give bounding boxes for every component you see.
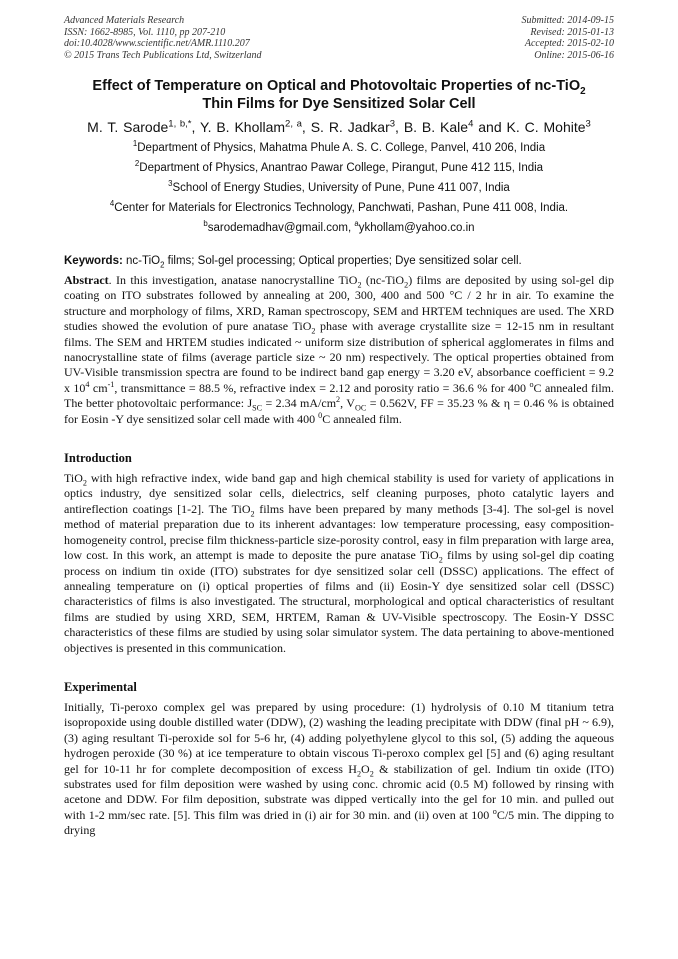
affiliation (64, 158, 614, 178)
subscript: OC (354, 403, 367, 413)
keywords-text: nc-TiO (122, 255, 161, 267)
subscript: 2 (311, 326, 316, 336)
journal-copyright: © 2015 Trans Tech Publications Ltd, Switzerland (64, 49, 262, 61)
journal-doi: doi:10.4028/www.scientific.net/AMR.1110.207 (64, 38, 250, 49)
affiliation-sup: 4 (109, 199, 115, 209)
author-separator: , (191, 119, 201, 135)
body-text: Initially, Ti-peroxo complex gel was prepared by using procedure: (1) hydrolysis of 0.10 M titanium tetra isopropoxide using double distilled water (DDW), (2) washing the leading precipitate with DDW (final pH ~ 6.9), (3) aging resultant Ti-peroxide sol for 5-6 hr, (4) adding polyethylene glycol to this sol, (5) adding the aqueous hydrogen peroxide (30 %) at ice temperature to obtain viscous Ti-peroxo complex gel [5] and (6) aging resultant gel for 10-11 hr for complete decomposition of excess H (64, 699, 614, 776)
affiliation-text: Department of Physics, Mahatma Phule A. S. C. College, Panvel, 410 206, India (137, 142, 546, 154)
keywords (64, 255, 614, 270)
superscript: -1 (107, 379, 115, 389)
author-separator: , (301, 119, 311, 135)
title-subscript: 2 (580, 85, 586, 97)
date-accepted: Accepted: 2015-02-10 (524, 38, 614, 49)
journal-issn: ISSN: 1662-8985, Vol. 1110, pp 207-210 (64, 26, 226, 38)
superscript: 0 (318, 410, 323, 420)
body-text: with high refractive index, wide band gap and high chemical stability is used for variety of applications in optics industry, dye sensitized solar cells, dielectrics, self cleaning purposes, photo catalytic layers and antireflection coatings [1-2]. The TiO (64, 471, 614, 516)
affiliation (64, 178, 614, 198)
section-heading-experimental: Experimental (64, 679, 137, 694)
email-link[interactable]: sarodemadhav@gmail.com (207, 222, 348, 234)
author-name: S. R. Jadkar (310, 119, 390, 135)
date-online: Online: 2015-06-16 (534, 49, 614, 61)
author-affil-sup: 3 (389, 118, 396, 130)
abstract-text: , transmittance = 88.5 %, refractive index = 2.12 and porosity ratio = 36.6 % for 400 (114, 380, 530, 395)
body-text: films by using sol-gel dip coating process on indium tin oxide (ITO) substrates for dye sensitized solar cell (DSSC) applications. The effect of annealing temperature on (i) optical properties of films and (ii) Eosin-Y dye sensitized solar cell (DSSC) characteristics of films is also investigated. The structural, morphological and optical characteristics of resultant films are studied by using XRD, SEM, HRTEM, Raman & UV-Visible spectroscopy. The Eosin-Y DSSC characteristics of these films are studied by using solar simulator system. The data pertaining to above-mentioned objectives is presented in this communication. (64, 548, 614, 655)
affiliation-text: Center for Materials for Electronics Technology, Panchwati, Pashan, Pune 411 008, India. (114, 202, 569, 214)
body-text: O (361, 761, 370, 776)
abstract-text: ) films are deposited by using sol-gel dip coating on ITO substrates followed by annealing at 200, 300, 400 and 500 °C / 2 hr in air. To examine the structure and morphology of films, XRD, Raman spectroscopy, SEM and HRTEM techniques are used. The XRD studies showed the evolution of pure anatase TiO (64, 273, 614, 334)
subscript: 2 (357, 280, 362, 290)
email-link[interactable]: ykhollam@yahoo.co.in (358, 222, 475, 234)
date-submitted: Submitted: 2014-09-15 (521, 15, 614, 26)
body-text: & stabilization of gel. Indium tin oxide (ITO) substrates used for film deposition were washed by using conc. chromic acid (0.5 M) followed by rinsing with acetone and DDW. For film deposition, substrate was dipped vertically into the gel for 10 min. and pulled out with 1-2 mm/sec rate. [5]. This film was dried in (i) air for 30 min. and (ii) oven at 100 (64, 761, 615, 822)
affiliation (64, 198, 614, 218)
journal-header (64, 15, 614, 61)
author-separator: and (473, 119, 507, 135)
author-affil-sup: 2, a (285, 118, 302, 130)
subscript: 2 (250, 509, 255, 519)
abstract-label: Abstract (64, 273, 109, 287)
title-line-1: Effect of Temperature on Optical and Photovoltaic Properties of nc-TiO (92, 78, 581, 94)
paper-title (64, 77, 614, 113)
author-separator: , (395, 119, 404, 135)
email-separator: , (347, 222, 355, 234)
author-name: K. C. Mohite (506, 119, 586, 135)
abstract-text: cm (89, 380, 108, 395)
subscript: 2 (404, 280, 409, 290)
introduction-paragraph (64, 471, 614, 656)
author-name: B. B. Kale (403, 119, 469, 135)
body-text: C/5 min. The dipping to drying (64, 807, 615, 838)
abstract-text: , V (340, 396, 355, 411)
date-revised: Revised: 2015-01-13 (530, 26, 614, 38)
abstract-text: C annealed film. (322, 411, 402, 426)
affiliation-text: School of Energy Studies, University of Pune, Pune 411 007, India (172, 182, 510, 194)
superscript: o (492, 806, 497, 816)
abstract-text: . In this investigation, anatase nanocrystalline TiO (108, 273, 358, 287)
abstract (64, 273, 614, 427)
author-list (64, 119, 614, 135)
author-affil-sup: 1, b,* (168, 118, 192, 130)
journal-name: Advanced Materials Research (64, 15, 185, 26)
subscript: 2 (369, 768, 374, 778)
section-heading-introduction: Introduction (64, 451, 132, 466)
subscript: 2 (356, 768, 362, 778)
superscript: 2 (336, 395, 341, 405)
author-name: M. T. Sarode (87, 119, 169, 135)
subscript: SC (252, 403, 263, 413)
abstract-text: = 0.562V, FF = 35.23 % & η = 0.46 % is obtained for Eosin -Y dye sensitized solar cell made with 400 (64, 396, 615, 426)
body-text: TiO (64, 471, 83, 486)
author-affil-sup: 4 (468, 118, 474, 130)
email-sup: b (203, 219, 208, 229)
superscript: o (529, 379, 534, 389)
keywords-subscript: 2 (160, 260, 165, 270)
submission-dates (522, 15, 615, 61)
journal-info (64, 15, 262, 61)
keywords-text: films; Sol-gel processing; Optical properties; Dye sensitized solar cell. (164, 255, 522, 267)
abstract-text: (nc-TiO (361, 273, 405, 287)
email-line (64, 218, 614, 238)
affiliation (64, 138, 614, 158)
subscript: 2 (438, 555, 443, 565)
author-name: Y. B. Khollam (200, 119, 286, 135)
author-affil-sup: 3 (585, 118, 591, 130)
subscript: 2 (82, 478, 87, 488)
experimental-paragraph (64, 700, 614, 839)
abstract-text: phase with average crystallite size = 12-15 nm in resultant films. The SEM and HRTEM studies indicated ~ uniform size distribution of spherical agglomerates in films and nanocrystalline state of films (average particle size ~ 20 nm) respectively. The optical properties obtained from UV-Visible transmission spectra are found to be indirect band gap energy = 3.20 eV, absorbance coefficient = 9.2 x 10 (64, 319, 614, 395)
affiliation-list (64, 138, 614, 238)
affiliation-sup: 3 (168, 179, 173, 189)
email-sup: a (354, 219, 359, 229)
affiliation-sup: 2 (134, 159, 140, 169)
abstract-text: = 2.34 mA/cm (262, 396, 337, 411)
superscript: 4 (85, 379, 90, 389)
affiliation-text: Department of Physics, Anantrao Pawar College, Pirangut, Pune 412 115, India (139, 162, 544, 174)
affiliation-sup: 1 (132, 139, 138, 149)
title-line-2: Thin Films for Dye Sensitized Solar Cell (202, 96, 476, 112)
body-text: films have been prepared by many methods [3-4]. The sol-gel is novel method of material preparation due to its inherent advantages: low temperature processing, easy composition-homogeneity control, precise film thickness-particle size-porosity control, easy in film preparation with large area, low cost. In this work, an attempt is made to deposite the pure anatase TiO (64, 501, 614, 563)
keywords-label: Keywords: (64, 255, 123, 267)
abstract-text: C annealed film. The better photovoltaic performance: J (64, 380, 614, 411)
